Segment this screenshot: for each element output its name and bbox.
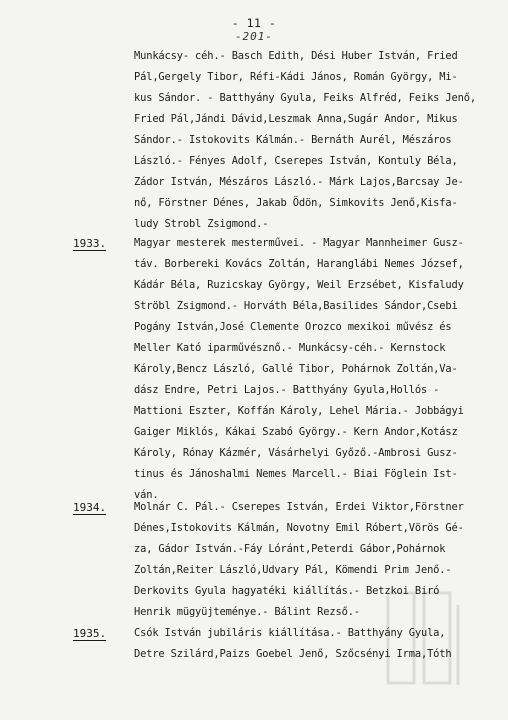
text-line: László.- Fényes Adolf, Cserepes István, Kontuly Béla,: [134, 155, 458, 167]
text-line: Ströbl Zsigmond.- Horváth Béla,Basilides Sándor,Csebi: [134, 300, 458, 312]
text-line: Sándor.- Istokovits Kálmán.- Bernáth Aurél, Mészáros: [134, 134, 452, 146]
text-line: Zoltán,Reiter László,Udvary Pál, Kömendi Prim Jenő.-: [134, 564, 452, 576]
year-heading-1933: 1933.: [73, 237, 107, 250]
handwritten-page-number: -201-: [234, 30, 274, 43]
text-line: Magyar mesterek mesterművei. - Magyar Mannheimer Gusz-: [134, 237, 464, 249]
text-line: Detre Szilárd,Paizs Goebel Jenő, Szőcsényi Irma,Tóth: [134, 648, 452, 660]
year-heading-1935: 1935.: [73, 627, 107, 640]
text-line: Gaiger Miklós, Kákai Szabó György.- Kern Andor,Kotász: [134, 426, 458, 438]
text-line: Derkovits Gyula hagyatéki kiállítás.- Betzkoi Biró: [134, 585, 440, 597]
faint-stamp-mark: [380, 585, 480, 695]
text-line: Csók István jubiláris kiállítása.- Batthyány Gyula,: [134, 627, 446, 639]
intro-paragraph: [134, 46, 480, 235]
text-line: za, Gádor István.-Fáy Lóránt,Peterdi Gábor,Pohárnok: [134, 543, 446, 555]
text-line: Kádár Béla, Ruzicskay György, Weil Erzsébet, Kisfaludy: [134, 279, 464, 291]
text-line: Dénes,Istokovits Kálmán, Novotny Emil Róbert,Vörös Gé-: [134, 522, 464, 534]
page-number: - 11 -: [231, 16, 277, 30]
text-line: Zádor István, Mészáros László.- Márk Lajos,Barcsay Je-: [134, 176, 464, 188]
text-line: dász Endre, Petri Lajos.- Batthyány Gyula,Hollós -: [134, 384, 440, 396]
text-line: tinus és Jánoshalmi Nemes Marcell.- Biai Föglein Ist-: [134, 468, 458, 480]
text-line: kus Sándor. - Batthyány Gyula, Feiks Alfréd, Feiks Jenő,: [134, 92, 476, 104]
text-line: Pogány István,José Clemente Orozco mexikoi művész és: [134, 321, 452, 333]
text-line: Károly, Rónay Kázmér, Vásárhelyi Győző.-Ambrosi Gusz-: [134, 447, 458, 459]
year-heading-1934: 1934.: [73, 501, 107, 514]
text-line: Pál,Gergely Tibor, Réfi-Kádi János, Román György, Mi-: [134, 71, 458, 83]
text-line: Munkácsy- céh.- Basch Edith, Dési Huber István, Fried: [134, 50, 458, 62]
text-line: Károly,Bencz László, Gallé Tibor, Pohárnok Zoltán,Va-: [134, 363, 458, 375]
text-line: Fried Pál,Jándi Dávid,Leszmak Anna,Sugár Andor, Mikus: [134, 113, 458, 125]
text-line: Henrik mügyüjteménye.- Bálint Rezső.-: [134, 606, 360, 618]
text-line: nő, Förstner Dénes, Jakab Ödön, Simkovits Jenő,Kisfa-: [134, 197, 458, 209]
text-line: Meller Kató iparművésznő.- Munkácsy-céh.- Kernstock: [134, 342, 446, 354]
text-line: Mattioni Eszter, Koffán Károly, Lehel Mária.- Jobbágyi: [134, 405, 464, 417]
text-line: táv. Borbereki Kovács Zoltán, Haranglábi Nemes József,: [134, 258, 464, 270]
section-1933: [134, 233, 480, 506]
text-line: ludy Strobl Zsigmond.-: [134, 218, 269, 230]
text-line: Molnár C. Pál.- Cserepes István, Erdei Viktor,Förstner: [134, 501, 464, 513]
text-line: ván.: [134, 489, 159, 501]
